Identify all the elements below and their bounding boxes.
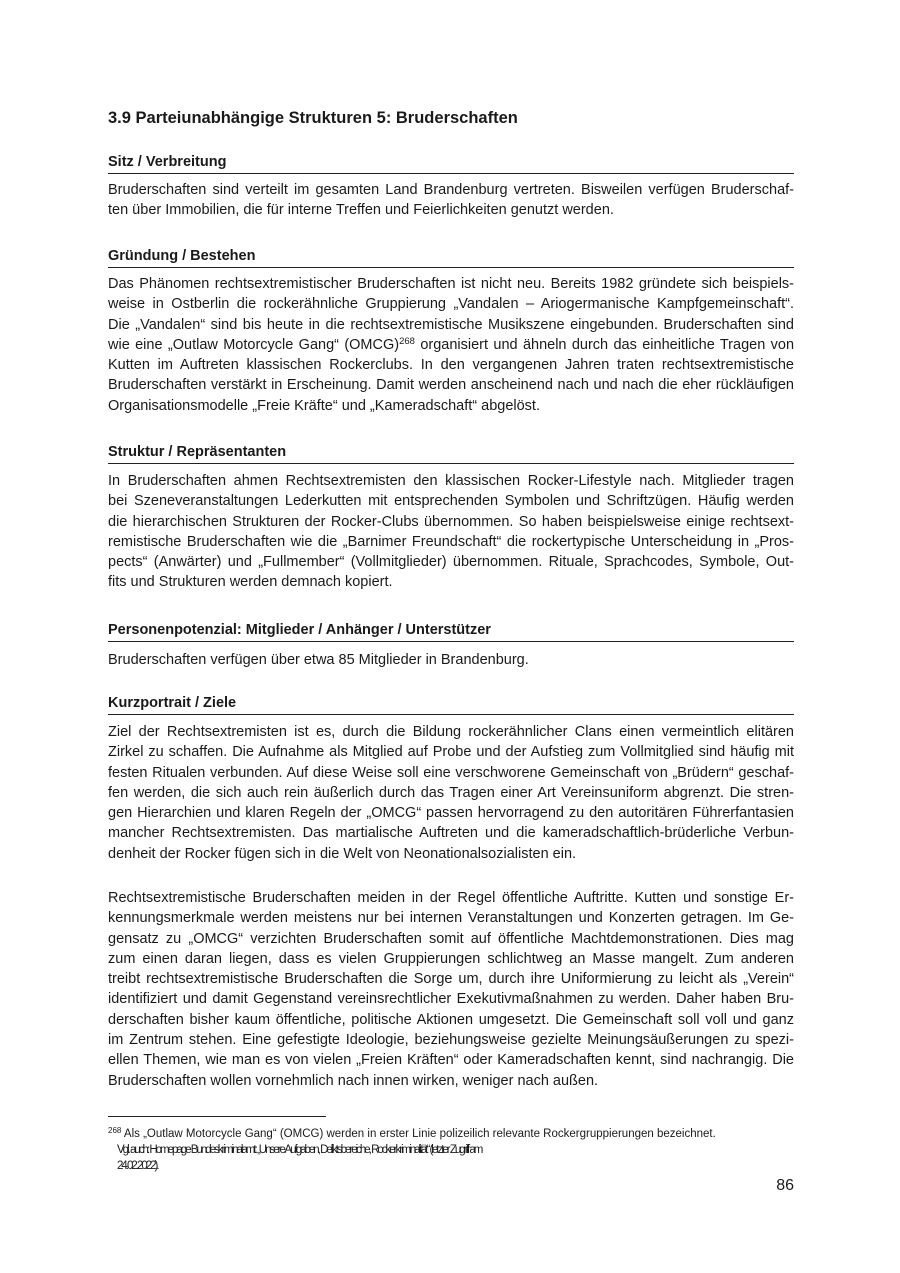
text-line: pects“ (Anwärter) und „Fullmember“ (Vollmitglieder) übernommen. Rituale, Sprachcodes, Symbole, Out- — [108, 554, 794, 571]
text-line: identifiziert und damit Gegenstand vereinsrechtlicher Exekutivmaßnahmen zu werden. Daher haben Bru- — [108, 991, 794, 1008]
text-line: fen werden, die sich auch rein äußerlich durch das Tragen einer Art Vereinsuniform abgrenzt. Die stren- — [108, 784, 794, 801]
paragraph-kurzportrait-2 — [108, 888, 794, 1091]
text-line: zum einen daran liegen, dass es vielen Gruppierungen schlichtweg an Masse mangelt. Zum anderen — [108, 950, 794, 967]
section-heading-kurzportrait: Kurzportrait / Ziele — [108, 693, 794, 715]
text-line: Kutten im Auftreten klassischen Rockerclubs. In den vergangenen Jahren traten rechtsextremistische — [108, 357, 794, 374]
text-line: festen Ritualen verbunden. Auf diese Weise soll eine verschworene Gemeinschaft von „Brüdern“ geschaf- — [108, 764, 794, 781]
paragraph-gruendung — [108, 274, 794, 416]
text-line: Organisationsmodelle „Freie Kräfte“ und „Kameradschaft“ abgelöst. — [108, 397, 540, 414]
text-line: bei Szeneveranstaltungen Lederkutten mit entsprechenden Symbolen und Schriftzügen. Häufig werden — [108, 493, 794, 510]
text-line-with-footnote — [108, 335, 794, 355]
text-fragment: wie eine „Outlaw Motorcycle Gang“ (OMCG) — [108, 336, 400, 353]
footnote-line: Vgl. auch: Homepage Bundeskriminalamt: „Unsere Aufgaben, Deliktsbereiche, Rockerkriminalität“ (letzter Zugriff am — [117, 1144, 482, 1156]
text-line: Bruderschaften verstärkt in Erscheinung. Damit werden anscheinend nach und nach die eher rückläufigen — [108, 377, 794, 394]
text-line: kennungsmerkmale werden meistens nur bei internen Veranstaltungen und Konzerten getragen. Im Ge- — [108, 910, 794, 927]
text-line: weise in Ostberlin die rockerähnliche Gruppierung „Vandalen – Ariogermanische Kampfgemeinschaft“. — [108, 296, 794, 313]
footnote-number: 268 — [108, 1126, 122, 1135]
text-line: denheit der Rocker fügen sich in die Welt von Neonationalsozialisten ein. — [108, 845, 577, 862]
text-line: fits und Strukturen werden demnach kopiert. — [108, 574, 393, 591]
footnote-text: Als „Outlaw Motorcycle Gang“ (OMCG) werden in erster Linie polizeilich relevante Rockergruppierungen bezeichnet. — [123, 1128, 716, 1140]
text-line: ten über Immobilien, die für interne Treffen und Feierlichkeiten genutzt werden. — [108, 202, 614, 219]
page-number: 86 — [776, 1177, 794, 1194]
text-line: In Bruderschaften ahmen Rechtsextremisten den klassischen Rocker-Lifestyle nach. Mitglieder tragen — [108, 473, 794, 489]
text-line: Bruderschaften wollen vornehmlich nach innen wirken, weniger nach außen. — [108, 1072, 599, 1089]
section-heading-gruendung: Gründung / Bestehen — [108, 246, 794, 268]
text-fragment: organisiert und ähneln durch das einheitliche Tragen von — [420, 336, 795, 353]
text-line: Die „Vandalen“ sind bis heute in die rechtsextremistische Musikszene eingebunden. Bruderschaften sind — [108, 316, 794, 333]
text-line: Rechtsextremistische Bruderschaften meiden in der Regel öffentliche Auftritte. Kutten und sonstige Er- — [108, 890, 794, 906]
text-line: die hierarchischen Strukturen der Rocker-Clubs übernommen. So haben beispielsweise einige rechtsext- — [108, 513, 794, 530]
text-line: Bruderschaften sind verteilt im gesamten Land Brandenburg vertreten. Bisweilen verfügen Bruderschaf- — [108, 182, 794, 198]
text-line: treibt rechtsextremistische Bruderschaften die Sorge um, durch ihre Uniformierung zu leicht als „Verein“ — [108, 971, 794, 988]
text-line: gen Hierarchien und klaren Regeln der „OMCG“ passen hervorragend zu den autoritären Führerfantasien — [108, 805, 794, 822]
paragraph-kurzportrait-1 — [108, 722, 794, 864]
text-line: im Zentrum stehen. Eine gefestigte Ideologie, beziehungsweise gezielte Meinungsäußerungen zu spezi- — [108, 1032, 794, 1049]
paragraph-struktur — [108, 471, 794, 593]
text-line: Zirkel zu schaffen. Die Aufnahme als Mitglied auf Probe und der Aufstieg zum Vollmitglied sind häufig mit — [108, 744, 794, 761]
text-line: remistische Bruderschaften wie die „Barnimer Freundschaft“ die rockertypische Unterscheidung in „Pros- — [108, 533, 794, 550]
footnote-line — [108, 1126, 794, 1142]
section-heading-personenpotenzial: Personenpotenzial: Mitglieder / Anhänger / Unterstützer — [108, 620, 794, 642]
footnote — [108, 1126, 794, 1174]
chapter-title: 3.9 Parteiunabhängige Strukturen 5: Bruderschaften — [108, 109, 518, 127]
paragraph-personenpotenzial — [108, 650, 794, 670]
footnote-line: 24.02.2022). — [117, 1160, 158, 1172]
text-line: Bruderschaften verfügen über etwa 85 Mitglieder in Brandenburg. — [108, 652, 529, 668]
text-line: gensatz zu „OMCG“ verzichten Bruderschaften somit auf öffentliche Machtdemonstrationen. Dies mag — [108, 930, 794, 947]
text-line: Das Phänomen rechtsextremistischer Bruderschaften ist nicht neu. Bereits 1982 gründete sich beispiels- — [108, 276, 794, 292]
paragraph-sitz — [108, 180, 794, 221]
text-line: mancher Rechtsextremisten. Das martialische Auftreten und die kameradschaftlich-brüderliche Verbun- — [108, 825, 794, 842]
text-line: derschaften bisher kaum öffentliche, politische Aktionen umgesetzt. Die Gemeinschaft soll voll und ganz — [108, 1011, 794, 1028]
text-line: ellen Themen, wie man es von vielen „Freien Kräften“ oder Kameradschaften kennt, sind nachrangig. Die — [108, 1052, 794, 1069]
section-heading-sitz: Sitz / Verbreitung — [108, 152, 794, 174]
footnote-reference[interactable]: 268 — [399, 335, 415, 347]
section-heading-struktur: Struktur / Repräsentanten — [108, 442, 794, 464]
text-line: Ziel der Rechtsextremisten ist es, durch die Bildung rockerähnlicher Clans einen vermeintlich elitären — [108, 724, 794, 740]
footnote-divider — [108, 1116, 326, 1117]
